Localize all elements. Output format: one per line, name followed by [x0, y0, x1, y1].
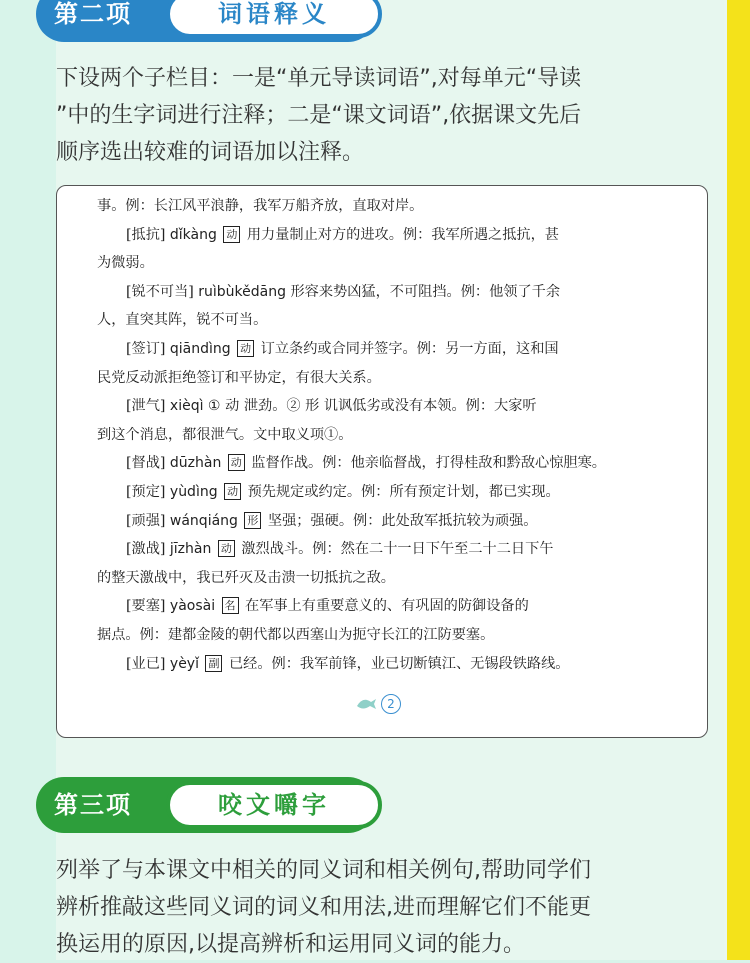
desc-line: 列举了与本课文中相关的同义词和相关例句,帮助同学们: [56, 858, 591, 883]
entry-pinyin: yèyǐ: [165, 655, 204, 672]
entry-definition: 订立条约或合同并签字。例：另一方面，这和国: [256, 340, 559, 357]
part-of-speech-badge: 动: [223, 226, 240, 243]
entry-headword: [要塞]: [126, 598, 166, 615]
desc-line: 换运用的原因,以提高辨析和运用同义词的能力。: [56, 932, 525, 957]
right-side-bar: [724, 0, 750, 960]
dictionary-panel: [56, 185, 708, 738]
entry-definition: 坚强；强硬。例：此处敌军抵抗较为顽强。: [263, 512, 538, 529]
dict-entry-line: [97, 392, 679, 421]
dict-continuation-line: 据点。例：建都金陵的朝代都以西塞山为扼守长江的江防要塞。: [97, 626, 495, 643]
section3-number: 第三项: [54, 791, 132, 819]
entry-definition: 监督作战。例：他亲临督战，打得桂敌和黔敌心惊胆寒。: [246, 455, 606, 472]
part-of-speech-badge: 动: [228, 454, 245, 471]
entry-headword: [激战]: [126, 541, 166, 558]
section3-header: [36, 777, 396, 833]
dict-continuation-line: 民党反动派拒绝签订和平协定，有很大关系。: [97, 369, 381, 386]
entry-pinyin: qiāndìng: [165, 340, 236, 357]
entry-headword: [预定]: [126, 483, 166, 500]
dict-continuation-line: 事。例：长江风平浪静，我军万船齐放，直取对岸。: [97, 198, 424, 214]
entry-headword: [业已]: [126, 655, 166, 672]
desc-line: ”中的生字词进行注释；二是“课文词语”,依据课文先后: [56, 103, 582, 128]
entry-pinyin: dǐkàng: [165, 226, 222, 243]
entry-definition: 激烈战斗。例：然在二十一日下午至二十二日下午: [236, 541, 554, 558]
page-number-value: 2: [381, 694, 401, 714]
section3-title: 咬文嚼字: [166, 781, 382, 829]
dict-continuation-line: 的整天激战中，我已歼灭及击溃一切抵抗之敌。: [97, 569, 395, 586]
entry-headword: [抵抗]: [126, 226, 166, 243]
entry-pinyin: yùdìng: [165, 483, 223, 500]
dict-entry-line: [97, 535, 679, 564]
desc-line: 辨析推敲这些同义词的词义和用法,进而理解它们不能更: [56, 895, 591, 920]
entry-pinyin: ruìbùkědāng: [193, 283, 291, 300]
entry-pinyin: jīzhàn: [165, 541, 216, 558]
part-of-speech-badge: 动: [218, 540, 235, 557]
entry-pinyin: dūzhàn: [165, 455, 226, 472]
entry-pinyin: xièqì: [165, 398, 208, 415]
part-of-speech-badge: 动: [224, 483, 241, 500]
entry-pinyin: yàosài: [165, 598, 220, 615]
entry-headword: [锐不可当]: [126, 283, 194, 300]
desc-line: 顺序选出较难的词语加以注释。: [56, 140, 365, 165]
entry-headword: [顽强]: [126, 512, 166, 529]
entry-headword: [泄气]: [126, 398, 166, 415]
entry-definition: 在军事上有重要意义的、有巩固的防御设备的: [240, 598, 529, 615]
entry-headword: [督战]: [126, 455, 166, 472]
section2-header: [36, 0, 396, 42]
section2-title: 词语释义: [166, 0, 382, 38]
section2-number: 第二项: [54, 0, 132, 28]
entry-headword: [签订]: [126, 340, 166, 357]
entry-definition: 已经。例：我军前锋，业已切断镇江、无锡段铁路线。: [224, 655, 570, 672]
part-of-speech-badge: 副: [205, 655, 222, 672]
desc-line: 下设两个子栏目：一是“单元导读词语”,对每单元“导读: [56, 66, 582, 91]
dict-entry-line: [97, 507, 679, 536]
dict-continuation-line: 人，直突其阵，锐不可当。: [97, 312, 268, 329]
dict-entry-line: [97, 278, 679, 307]
dict-entry-line: [97, 650, 679, 679]
dict-continuation-line: 到这个消息，都很泄气。文中取义项①。: [97, 426, 353, 443]
dict-entry-line: [97, 449, 679, 478]
dictionary-lines: [97, 192, 679, 678]
dict-continuation-line: 为微弱。: [97, 255, 154, 272]
dict-entry-line: [97, 478, 679, 507]
part-of-speech-badge: 名: [222, 597, 239, 614]
entry-definition: 形容来势凶猛，不可阻挡。例：他领了千余: [290, 283, 561, 300]
part-of-speech-badge: 形: [244, 512, 261, 529]
section3-description: [56, 852, 696, 963]
entry-pinyin: wánqiáng: [165, 512, 243, 529]
fish-icon: [355, 696, 377, 710]
entry-definition: 用力量制止对方的进攻。例：我军所遇之抵抗，甚: [242, 226, 559, 243]
dict-entry-line: [97, 592, 679, 621]
entry-definition: 预先规定或约定。例：所有预定计划，都已实现。: [243, 483, 560, 500]
entry-definition: ① 动 泄劲。② 形 讥讽低劣或没有本领。例：大家听: [207, 398, 537, 415]
section2-description: [56, 60, 696, 171]
dict-entry-line: [97, 221, 679, 250]
dict-entry-line: [97, 335, 679, 364]
part-of-speech-badge: 动: [237, 340, 254, 357]
